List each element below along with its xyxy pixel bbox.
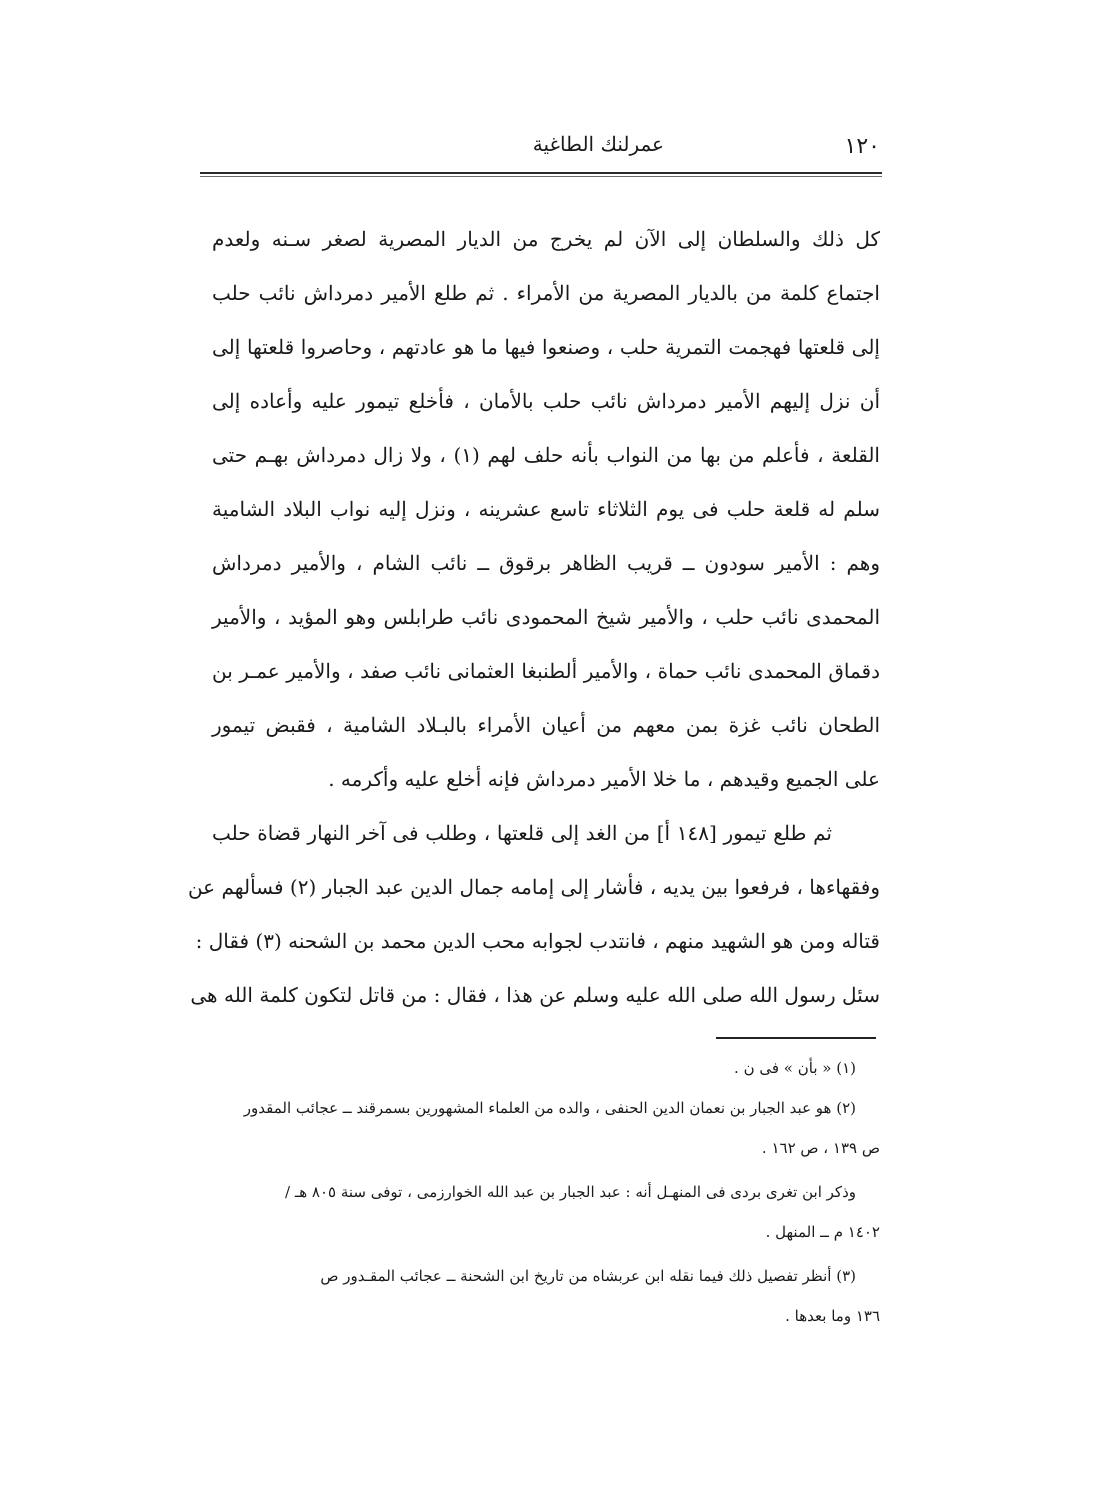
footnote-1: (١) « بأن » فى ن . xyxy=(734,1059,856,1077)
footnote-2: (٢) هو عبد الجبار بن نعمان الدين الحنفى ، والده من العلماء المشهورين بسمرقند ــ عجائب المقدور xyxy=(243,1099,856,1117)
footnote-3-continued: ١٣٦ وما بعدها . xyxy=(785,1307,880,1325)
text-line: دقماق المحمدى نائب حماة ، والأمير ألطنبغا العثمانى نائب صفد ، والأمير عمـر بن xyxy=(212,659,880,683)
text-line: سئل رسول الله صلى الله عليه وسلم عن هذا ، فقال : من قاتل لتكون كلمة الله هى xyxy=(190,983,880,1007)
footnote-2-note: وذكر ابن تغرى بردى فى المنهـل أنه : عبد الجبار بن عبد الله الخوارزمى ، توفى سنة ٨٠٥ هـ / xyxy=(285,1183,856,1201)
footnotes xyxy=(210,1048,880,1336)
footnote-2-continued: ص ١٣٩ ، ص ١٦٢ . xyxy=(761,1139,880,1157)
text-line: سلم له قلعة حلب فى يوم الثلاثاء تاسع عشرينه ، ونزل إليه نواب البلاد الشامية xyxy=(212,497,880,521)
text-line: وفقهاءها ، فرفعوا بين يديه ، فأشار إلى إمامه جمال الدين عبد الجبار (٢) فسألهم عن xyxy=(187,875,880,899)
text-line: الطحان نائب غزة بمن معهم من أعيان الأمراء بالبـلاد الشامية ، فقبض تيمور xyxy=(212,713,880,737)
footnote-3: (٣) أنظر تفصيل ذلك فيما نقله ابن عربشاه من تاريخ ابن الشحنة ــ عجائب المقـدور ص xyxy=(320,1267,856,1285)
text-line: اجتماع كلمة من بالديار المصرية من الأمراء . ثم طلع الأمير دمرداش نائب حلب xyxy=(212,281,880,305)
text-line: المحمدى نائب حلب ، والأمير شيخ المحمودى نائب طرابلس وهو المؤيد ، والأمير xyxy=(212,605,880,629)
text-line: القلعة ، فأعلم من بها من النواب بأنه حلف لهم (١) ، ولا زال دمرداش بهـم حتى xyxy=(212,443,880,467)
text-line: على الجميع وقيدهم ، ما خلا الأمير دمرداش فإنه أخلع عليه وأكرمه . xyxy=(328,767,880,791)
page-header xyxy=(200,128,882,162)
text-line: أن نزل إليهم الأمير دمرداش نائب حلب بالأمان ، فأخلع تيمور عليه وأعاده إلى xyxy=(212,389,880,413)
header-rule-thin xyxy=(200,176,882,177)
paragraph-start-line: ثم طلع تيمور [١٤٨ أ] من الغد إلى قلعتها ، وطلب فى آخر النهار قضاة حلب xyxy=(212,821,832,845)
page-number: ١٢٠ xyxy=(844,134,880,159)
footnote-rule xyxy=(716,1037,876,1039)
header-rule xyxy=(200,172,882,174)
text-line: كل ذلك والسلطان إلى الآن لم يخرج من الديار المصرية لصغر سـنه ولعدم xyxy=(212,227,880,251)
text-line: قتاله ومن هو الشهيد منهم ، فانتدب لجوابه محب الدين محمد بن الشحنه (٣) فقال : xyxy=(195,929,880,953)
main-text xyxy=(187,212,880,1022)
running-title: عمرلنك الطاغية xyxy=(532,132,664,156)
text-line: وهم : الأمير سودون ــ قريب الظاهر برقوق ــ نائب الشام ، والأمير دمرداش xyxy=(212,551,880,575)
footnote-2-note-continued: ١٤٠٢ م ــ المنهل . xyxy=(765,1223,880,1241)
text-line: إلى قلعتها فهجمت التمرية حلب ، وصنعوا فيها ما هو عادتهم ، وحاصروا قلعتها إلى xyxy=(212,335,880,359)
